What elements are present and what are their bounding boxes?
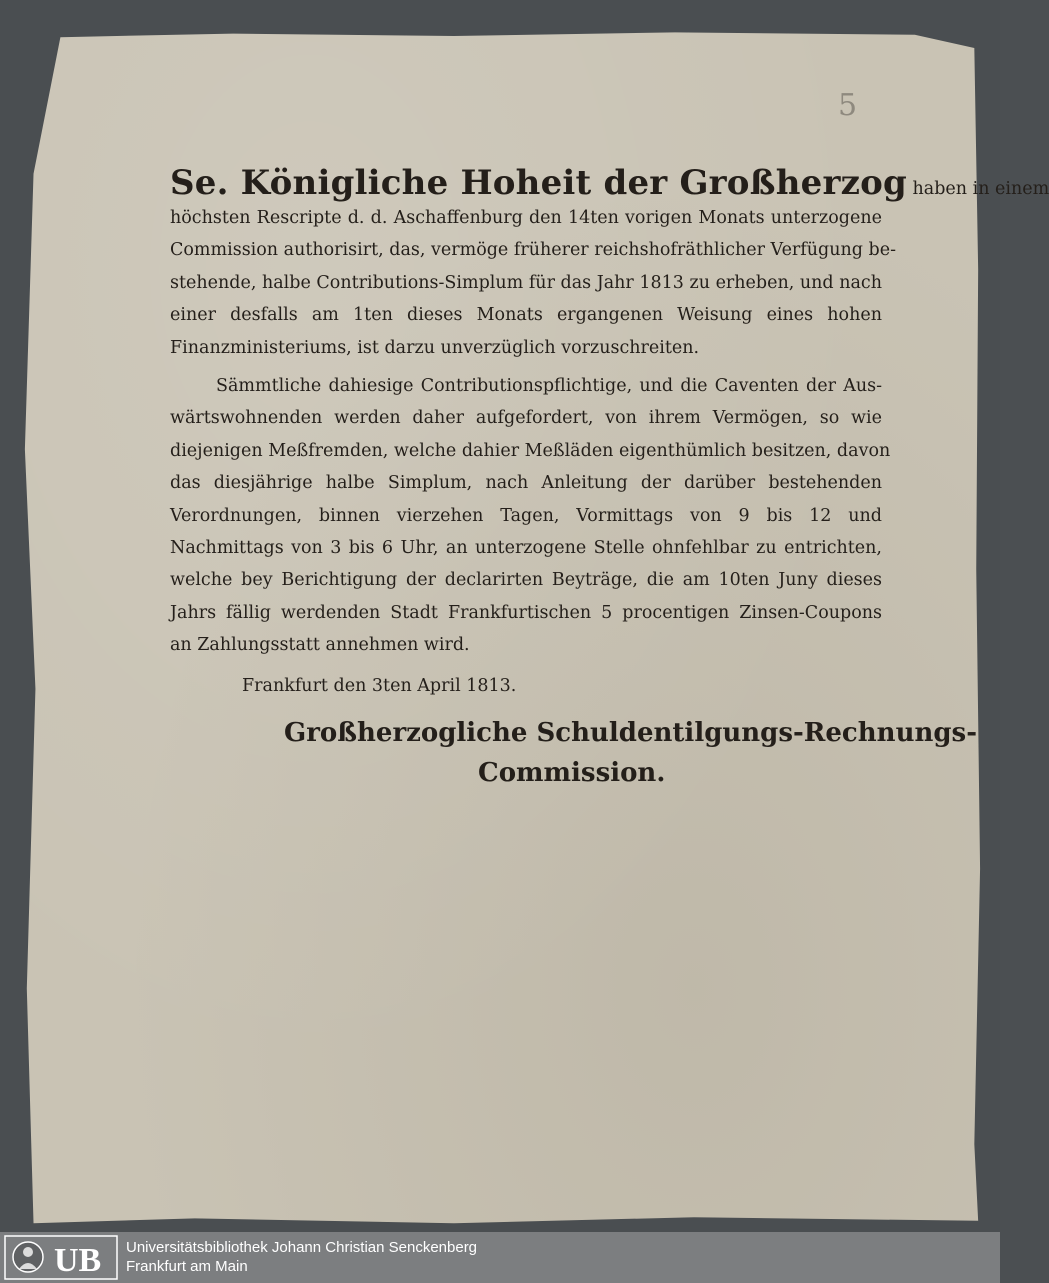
paragraph-1-line: Commission authorisirt, das, vermöge früherer reichshofräthlicher Verfügung be-	[170, 240, 897, 261]
paragraph-2-line: Nachmittags von 3 bis 6 Uhr, an unterzogene Stelle ohnfehlbar zu entrichten,	[170, 537, 882, 558]
logo-text: UB	[54, 1242, 102, 1279]
paragraph-2-line: wärtswohnenden werden daher aufgefordert, von ihrem Vermögen, so wie	[170, 408, 882, 429]
paragraph-2-line: das diesjährige halbe Simplum, nach Anleitung der darüber bestehenden	[170, 473, 882, 494]
paragraph-2-line: an Zahlungsstatt annehmen wird.	[170, 635, 470, 656]
signature-line-1: Großherzogliche Schuldentilgungs-Rechnungs-	[284, 718, 977, 748]
paragraph-2	[170, 370, 891, 662]
page-number-mark: 5	[838, 88, 858, 123]
paragraph-2-line: welche bey Berichtigung der declarirten Beyträge, die am 10ten Juny dieses	[170, 570, 882, 591]
paragraph-2-line: Jahrs fällig werdenden Stadt Frankfurtischen 5 procentigen Zinsen-Coupons	[170, 602, 882, 623]
paragraph-1-line: einer desfalls am 1ten dieses Monats ergangenen Weisung eines hohen	[170, 305, 882, 326]
paragraph-1-line: stehende, halbe Contributions-Simplum für das Jahr 1813 zu erheben, und nach	[170, 272, 882, 293]
paragraph-2-line: Verordnungen, binnen vierzehen Tagen, Vormittags von 9 bis 12 und	[170, 505, 882, 526]
paragraph-2-line: diejenigen Meßfremden, welche dahier Meßläden eigenthümlich besitzen, davon	[170, 440, 891, 461]
paragraph-1-line: Finanzministeriums, ist darzu unverzüglich vorzuschreiten.	[170, 337, 700, 358]
footer-line-1: Universitätsbibliothek Johann Christian Senckenberg	[126, 1239, 478, 1256]
library-logo-icon	[4, 1235, 118, 1280]
dateline: Frankfurt den 3ten April 1813.	[242, 676, 517, 696]
footer-institution	[126, 1238, 477, 1276]
paragraph-1	[170, 160, 1049, 364]
heading-title: Se. Königliche Hoheit der Großherzog	[170, 163, 907, 203]
paragraph-1-line-1	[170, 160, 1049, 203]
footer-bar	[0, 1232, 1000, 1283]
footer-line-2: Frankfurt am Main	[126, 1258, 248, 1275]
paragraph-1-line: höchsten Rescripte d. d. Aschaffenburg den 14ten vorigen Monats unterzogene	[170, 208, 882, 228]
heading-continuation: haben in einem	[912, 179, 1049, 199]
document-body	[170, 160, 1049, 661]
paragraph-2-line: Sämmtliche dahiesige Contributionspflichtige, und die Caventen der Aus-	[216, 375, 882, 396]
signature-line-2: Commission.	[478, 758, 666, 788]
